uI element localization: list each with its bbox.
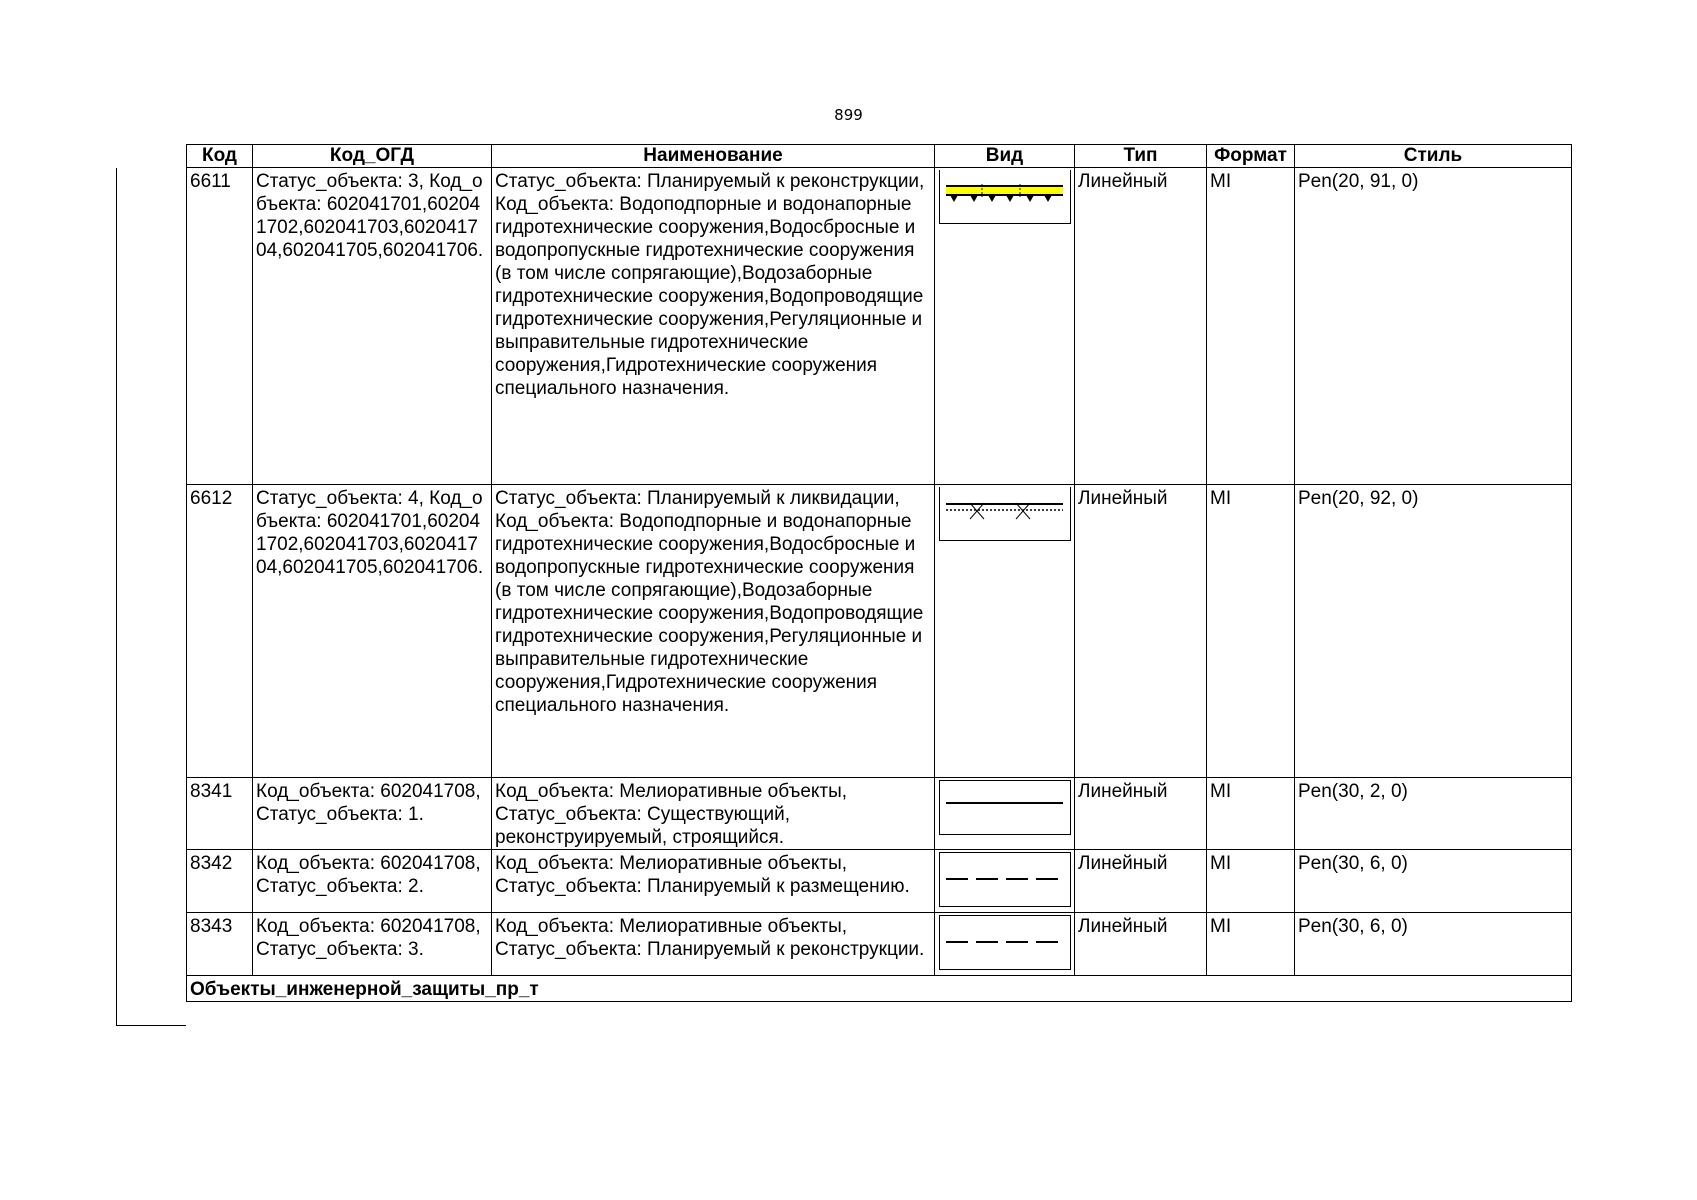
cell-code-ogd: Статус_объекта: 3, Код_объекта: 602041701,602041702,602041703,602041704,602041705,602041706. xyxy=(253,168,492,485)
left-bracket-line xyxy=(116,168,117,1026)
header-name: Наименование xyxy=(492,145,935,168)
cell-code-ogd: Код_объекта: 602041708, Статус_объекта: 1. xyxy=(253,778,492,850)
cell-code: 8341 xyxy=(187,778,253,850)
cell-name: Код_объекта: Мелиоративные объекты, Статус_объекта: Планируемый к реконструкции. xyxy=(492,913,935,976)
cell-code-ogd: Код_объекта: 602041708, Статус_объекта: 3. xyxy=(253,913,492,976)
cell-style: Pen(30, 6, 0) xyxy=(1295,913,1572,976)
cell-type: Линейный xyxy=(1075,913,1207,976)
header-code-ogd: Код_ОГД xyxy=(253,145,492,168)
cell-type: Линейный xyxy=(1075,485,1207,778)
cell-view xyxy=(935,778,1075,850)
cell-code: 8342 xyxy=(187,850,253,913)
yellow-dam-line-icon xyxy=(939,170,1071,224)
table-row xyxy=(187,913,1572,976)
cell-style: Pen(20, 92, 0) xyxy=(1295,485,1572,778)
cell-style: Pen(30, 6, 0) xyxy=(1295,850,1572,913)
section-row xyxy=(187,976,1572,1002)
dashed-line-icon xyxy=(939,852,1071,907)
header-view: Вид xyxy=(935,145,1075,168)
cell-format: MI xyxy=(1207,913,1295,976)
solid-line-icon xyxy=(939,780,1071,835)
cell-style: Pen(20, 91, 0) xyxy=(1295,168,1572,485)
cell-format: MI xyxy=(1207,778,1295,850)
header-code: Код xyxy=(187,145,253,168)
cell-type: Линейный xyxy=(1075,168,1207,485)
cell-code: 6612 xyxy=(187,485,253,778)
cell-view xyxy=(935,168,1075,485)
cell-code-ogd: Статус_объекта: 4, Код_объекта: 602041701,602041702,602041703,602041704,602041705,602041706. xyxy=(253,485,492,778)
left-bracket-foot xyxy=(116,1025,186,1026)
cell-view xyxy=(935,485,1075,778)
cell-format: MI xyxy=(1207,850,1295,913)
cell-name: Код_объекта: Мелиоративные объекты, Статус_объекта: Планируемый к размещению. xyxy=(492,850,935,913)
crossed-dam-line-icon xyxy=(939,487,1071,541)
cell-code-ogd: Код_объекта: 602041708, Статус_объекта: 2. xyxy=(253,850,492,913)
header-style: Стиль xyxy=(1295,145,1572,168)
cell-view xyxy=(935,850,1075,913)
styles-table xyxy=(186,144,1572,1002)
section-title: Объекты_инженерной_защиты_пр_т xyxy=(187,976,1572,1002)
table-row xyxy=(187,168,1572,485)
table-row xyxy=(187,850,1572,913)
header-row xyxy=(187,145,1572,168)
cell-type: Линейный xyxy=(1075,778,1207,850)
cell-name: Статус_объекта: Планируемый к ликвидации, Код_объекта: Водоподпорные и водонапорные гидротехнические сооружения,Водосбросные и водопропускные гидротехнические сооружения (в том числе сопрягающие),Водозаборные гидротехнические сооружения,Водопроводящие гидротехнические сооружения,Регуляционные и выправительные гидротехнические сооружения,Гидротехнические сооружения специального назначения. xyxy=(492,485,935,778)
table-row xyxy=(187,778,1572,850)
cell-name: Статус_объекта: Планируемый к реконструкции, Код_объекта: Водоподпорные и водонапорные гидротехнические сооружения,Водосбросные и водопропускные гидротехнические сооружения (в том числе сопрягающие),Водозаборные гидротехнические сооружения,Водопроводящие гидротехнические сооружения,Регуляционные и выправительные гидротехнические сооружения,Гидротехнические сооружения специального назначения. xyxy=(492,168,935,485)
header-type: Тип xyxy=(1075,145,1207,168)
page-number: 899 xyxy=(834,106,863,124)
header-format: Формат xyxy=(1207,145,1295,168)
cell-code: 8343 xyxy=(187,913,253,976)
cell-name: Код_объекта: Мелиоративные объекты, Статус_объекта: Существующий, реконструируемый, строящийся. xyxy=(492,778,935,850)
dashed-line-icon xyxy=(939,915,1071,970)
table-row xyxy=(187,485,1572,778)
cell-format: MI xyxy=(1207,168,1295,485)
cell-type: Линейный xyxy=(1075,850,1207,913)
cell-format: MI xyxy=(1207,485,1295,778)
cell-style: Pen(30, 2, 0) xyxy=(1295,778,1572,850)
cell-code: 6611 xyxy=(187,168,253,485)
cell-view xyxy=(935,913,1075,976)
